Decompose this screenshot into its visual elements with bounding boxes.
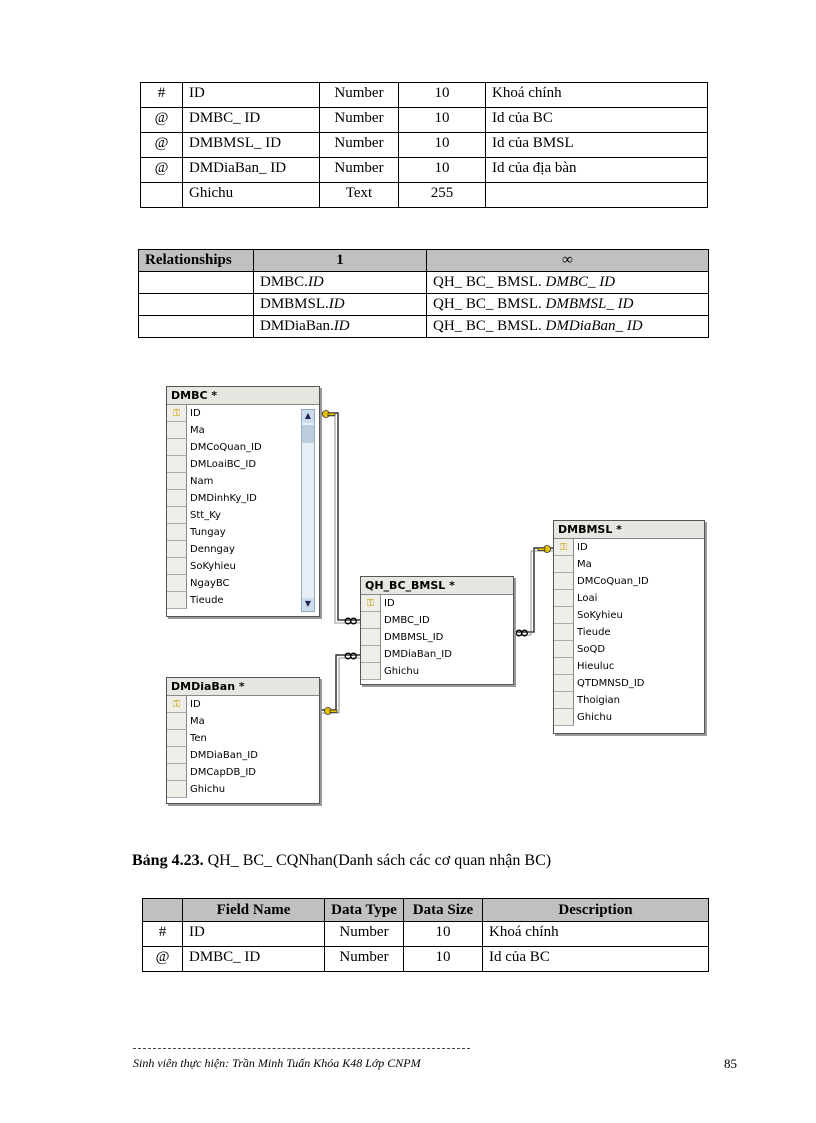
data-type: Text — [320, 183, 399, 208]
table-row — [141, 108, 708, 133]
column-row: DMDiaBan_ID — [167, 747, 319, 764]
field-name: DMBC_ ID — [183, 947, 325, 972]
link-dmbmsl — [514, 548, 553, 632]
field-name: DMBMSL_ ID — [183, 133, 320, 158]
column-header: Description — [483, 899, 709, 922]
column-row: Loai — [554, 590, 704, 607]
column-row: Tieude — [167, 592, 319, 609]
table-row — [141, 183, 708, 208]
column-row: DMLoaiBC_ID — [167, 456, 319, 473]
footer-text: Sinh viên thực hiện: Trần Minh Tuấn Khóa K48 Lớp CNPM — [133, 1056, 421, 1070]
key-icon: ⚿ — [554, 539, 574, 556]
column-header: Data Type — [325, 899, 404, 922]
data-size: 10 — [399, 108, 486, 133]
table-caption: Bảng 4.23. QH_ BC_ CQNhan(Danh sách các cơ quan nhận BC) — [132, 852, 552, 869]
data-size: 10 — [399, 133, 486, 158]
key-icon: ⚿ — [167, 405, 187, 422]
column-row: Ghichu — [167, 781, 319, 798]
key-marker — [141, 183, 183, 208]
column-row: Nam — [167, 473, 319, 490]
key-marker: @ — [141, 158, 183, 183]
scroll-down-icon[interactable]: ▼ — [302, 598, 314, 611]
column-row: DMDiaBan_ID — [361, 646, 513, 663]
key-icon: ⚿ — [361, 595, 381, 612]
column-row: ⚿ ID — [167, 405, 319, 422]
field-name: DMDiaBan_ ID — [183, 158, 320, 183]
description: Id của BC — [486, 108, 708, 133]
column-row: Tungay — [167, 524, 319, 541]
footer-rule — [133, 1048, 470, 1049]
relationship-row — [139, 316, 709, 338]
table-header — [143, 899, 709, 922]
data-type: Number — [325, 922, 404, 947]
key-marker: # — [143, 922, 183, 947]
field-name: ID — [183, 83, 320, 108]
column-row: NgayBC — [167, 575, 319, 592]
column-row: DMCoQuan_ID — [167, 439, 319, 456]
data-type: Number — [320, 158, 399, 183]
column-row: Tieude — [554, 624, 704, 641]
column-row: Ma — [554, 556, 704, 573]
entity-title: DMBMSL * — [554, 521, 704, 539]
description: Id của BMSL — [486, 133, 708, 158]
vertical-scrollbar[interactable] — [301, 409, 315, 612]
key-marker: # — [141, 83, 183, 108]
relationship-row — [139, 294, 709, 316]
link-dmdiaban — [322, 655, 360, 710]
column-row: DMBC_ID — [361, 612, 513, 629]
column-row: ⚿ ID — [361, 595, 513, 612]
data-size: 255 — [399, 183, 486, 208]
one-side: DMDiaBan.ID — [254, 316, 427, 338]
table-row — [143, 922, 709, 947]
key-marker: @ — [141, 108, 183, 133]
column-row: DMCoQuan_ID — [554, 573, 704, 590]
data-type: Number — [325, 947, 404, 972]
column-row: Denngay — [167, 541, 319, 558]
column-row: ⚿ ID — [554, 539, 704, 556]
many-side: QH_ BC_ BMSL. DMBMSL_ ID — [427, 294, 709, 316]
column-row: SoQD — [554, 641, 704, 658]
table-row — [141, 133, 708, 158]
one-side: DMBMSL.ID — [254, 294, 427, 316]
column-row: Ma — [167, 422, 319, 439]
column-row: SoKyhieu — [167, 558, 319, 575]
relationships-table — [138, 249, 709, 338]
column-row: Stt_Ky — [167, 507, 319, 524]
scroll-thumb[interactable] — [302, 425, 314, 443]
column-row: SoKyhieu — [554, 607, 704, 624]
one-side: DMBC.ID — [254, 272, 427, 294]
column-row: Ten — [167, 730, 319, 747]
entity-title: DMDiaBan * — [167, 678, 319, 696]
key-icon: ⚿ — [167, 696, 187, 713]
description: Id của địa bàn — [486, 158, 708, 183]
table-row — [141, 83, 708, 108]
data-type: Number — [320, 108, 399, 133]
key-marker: @ — [143, 947, 183, 972]
column-row: Ghichu — [361, 663, 513, 680]
entity-qh-bc-bmsl[interactable] — [360, 576, 514, 685]
data-size: 10 — [404, 947, 483, 972]
column-row: Ghichu — [554, 709, 704, 726]
relationship-row — [139, 272, 709, 294]
page-number: 85 — [724, 1056, 737, 1071]
entity-dmdiaban[interactable] — [166, 677, 320, 804]
column-row: QTDMNSD_ID — [554, 675, 704, 692]
column-row: Hieuluc — [554, 658, 704, 675]
column-header: Data Size — [404, 899, 483, 922]
many-side-label: ∞ — [427, 250, 709, 272]
column-row: ⚿ ID — [167, 696, 319, 713]
relationships-label: Relationships — [139, 250, 254, 272]
data-size: 10 — [399, 83, 486, 108]
field-name: DMBC_ ID — [183, 108, 320, 133]
data-type: Number — [320, 133, 399, 158]
link-dmbc — [320, 413, 360, 620]
fields-table-cqnhan — [142, 898, 709, 972]
column-row: DMBMSL_ID — [361, 629, 513, 646]
column-row: DMDinhKy_ID — [167, 490, 319, 507]
description: Id của BC — [483, 947, 709, 972]
many-side: QH_ BC_ BMSL. DMBC_ ID — [427, 272, 709, 294]
entity-dmbc[interactable] — [166, 386, 320, 617]
table-row — [143, 947, 709, 972]
description: Khoá chính — [486, 83, 708, 108]
scroll-up-icon[interactable]: ▲ — [302, 410, 314, 423]
entity-title: DMBC * — [167, 387, 319, 405]
column-row: Thoigian — [554, 692, 704, 709]
field-name: ID — [183, 922, 325, 947]
relationships-header — [139, 250, 709, 272]
table-row — [141, 158, 708, 183]
column-row: Ma — [167, 713, 319, 730]
column-header: Field Name — [183, 899, 325, 922]
entity-dmbmsl[interactable] — [553, 520, 705, 734]
column-row: DMCapDB_ID — [167, 764, 319, 781]
key-marker: @ — [141, 133, 183, 158]
entity-title: QH_BC_BMSL * — [361, 577, 513, 595]
fields-table — [140, 82, 708, 208]
many-side: QH_ BC_ BMSL. DMDiaBan_ ID — [427, 316, 709, 338]
field-name: Ghichu — [183, 183, 320, 208]
description: Khoá chính — [483, 922, 709, 947]
description — [486, 183, 708, 208]
data-size: 10 — [399, 158, 486, 183]
data-size: 10 — [404, 922, 483, 947]
data-type: Number — [320, 83, 399, 108]
one-side-label: 1 — [254, 250, 427, 272]
